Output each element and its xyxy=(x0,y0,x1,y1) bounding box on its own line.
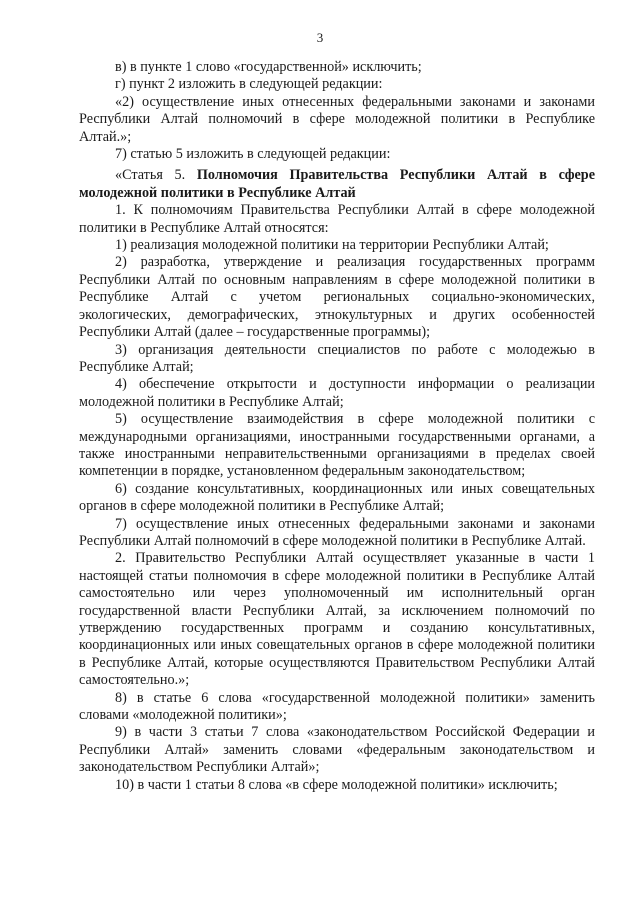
paragraph: 2) разработка, утверждение и реализация государственных программ Республики Алтай по основным направлениям в сфере молодежной политики в Республике Алтай с учетом региональных социально-экономических, экологических, демографических, этнокультурных и других особенностей Республики Алтай (далее – государственные программы); xyxy=(79,254,595,341)
paragraph: 6) создание консультативных, координационных или иных совещательных органов в сфере молодежной политики в Республике Алтай; xyxy=(79,480,595,515)
paragraph: 8) в статье 6 слова «государственной молодежной политики» заменить словами «молодежной политики»; xyxy=(79,689,595,724)
paragraph: 5) осуществление взаимодействия в сфере молодежной политики с международными организациями, иностранными государственными органами, а также иностранными неправительственными организациями в пределах своей компетенции в порядке, установленном федеральным законодательством; xyxy=(79,411,595,480)
paragraph: «2) осуществление иных отнесенных федеральными законами и законами Республики Алтай полномочий в сфере молодежной политики в Республике Алтай.»; xyxy=(79,93,595,145)
paragraph: в) в пункте 1 слово «государственной» исключить; xyxy=(115,59,422,75)
article-prefix: «Статья 5. xyxy=(115,167,197,184)
paragraph: 7) статью 5 изложить в следующей редакции: xyxy=(115,146,391,163)
paragraph: 3) организация деятельности специалистов по работе с молодежью в Республике Алтай; xyxy=(79,341,595,375)
article-heading xyxy=(79,167,595,202)
paragraph: 2. Правительство Республики Алтай осуществляет указанные в части 1 настоящей статьи полномочия в сфере молодежной политики в Республике Алтай самостоятельно или через уполномоченный им исполнительный орган государственной власти Республики Алтай, за исключением полномочий по утверждению государственных программ и созданию консультативных, координационных или иных совещательных органов в сфере молодежной политики в Республике Алтай, которые осуществляются Правительством Республики Алтай самостоятельно.»; xyxy=(79,550,595,689)
paragraph: 10) в части 1 статьи 8 слова «в сфере молодежной политики» исключить; xyxy=(115,776,558,793)
paragraph: 1) реализация молодежной политики на территории Республики Алтай; xyxy=(115,237,549,254)
paragraph: 7) осуществление иных отнесенных федеральными законами и законами Республики Алтай полномочий в сфере молодежной политики в Республике Алтай. xyxy=(79,515,595,549)
article-title: Полномочия Правительства Республики Алтай в сфере молодежной политики в Республике Алтай xyxy=(79,167,595,201)
paragraph: 9) в части 3 статьи 7 слова «законодательством Российской Федерации и Республики Алтай» заменить словами «федеральным законодательством и законодательством Республики Алтай»; xyxy=(79,724,595,776)
page-number: 3 xyxy=(316,30,324,45)
document-body xyxy=(79,59,595,794)
paragraph: 1. К полномочиям Правительства Республики Алтай в сфере молодежной политики в Республике Алтай относятся: xyxy=(79,202,595,236)
paragraph: 4) обеспечение открытости и доступности информации о реализации молодежной политики в Республике Алтай; xyxy=(79,376,595,410)
paragraph: г) пункт 2 изложить в следующей редакции: xyxy=(115,76,383,93)
